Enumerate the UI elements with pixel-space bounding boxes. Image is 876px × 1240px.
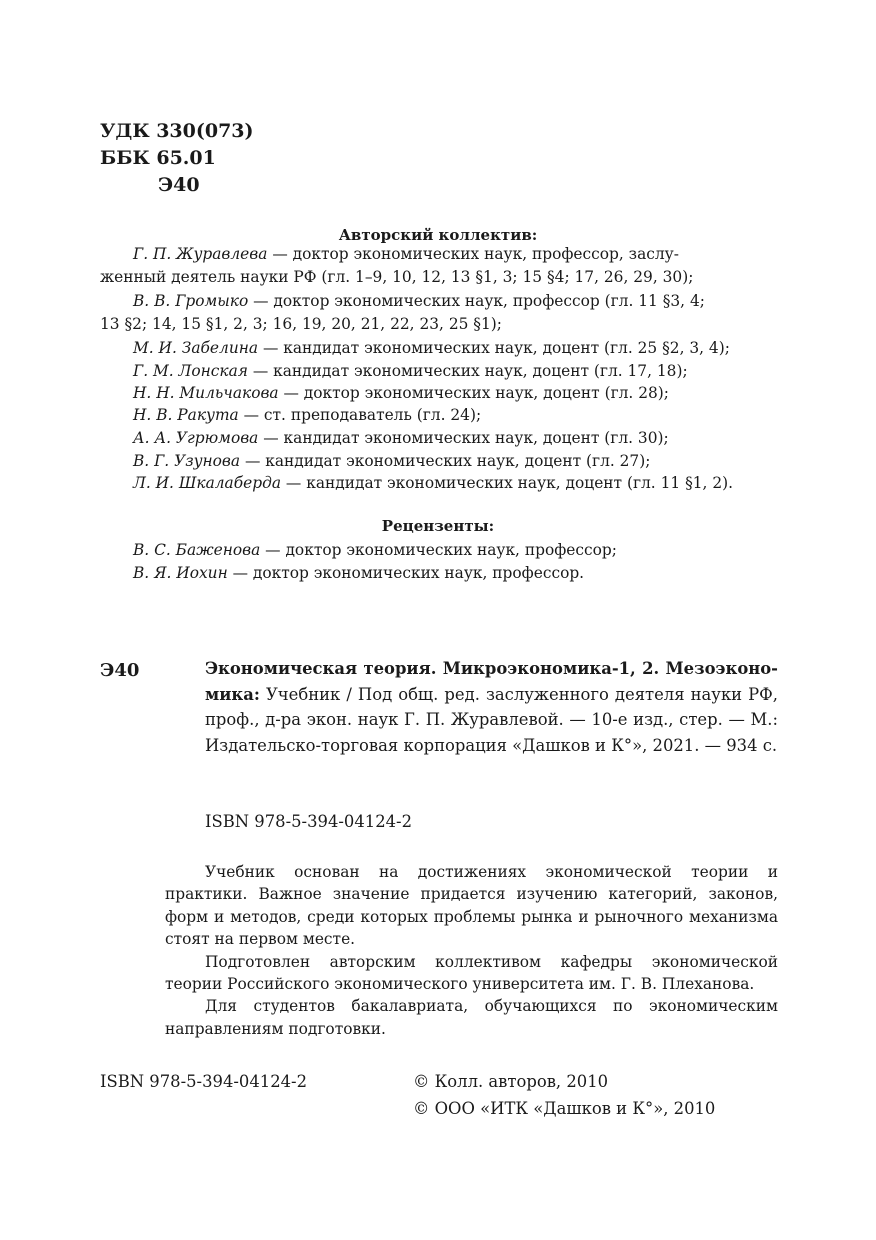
author-name: А. А. Угрюмова [133,429,259,447]
author-text: женный деятель науки РФ (гл. 1–9, 10, 12, 13 §1, 3; 15 §4; 17, 26, 29, 30); [100,268,694,286]
author-line [133,450,650,472]
copyright-authors: © Колл. авторов, 2010 [413,1072,609,1091]
author-cipher: Э40 [158,174,200,196]
reviewers-heading: Рецензенты: [381,517,495,535]
reviewer-name: В. С. Баженова [133,541,261,559]
author-line [133,404,481,426]
annotation-paragraph: Подготовлен авторским коллективом кафедры экономической теории Российского экономического университета им. Г. В. Плеханова. [165,952,778,994]
author-name: Г. М. Лонская [133,362,248,380]
entry-cipher: Э40 [100,660,140,681]
copyright-publisher: © ООО «ИТК «Дашков и К°», 2010 [413,1099,716,1118]
author-text: — доктор экономических наук, профессор (гл. 11 §3, 4; [248,292,705,310]
author-name: Г. П. Журавлева [133,245,268,263]
author-line [133,472,733,494]
author-name: В. В. Громыко [133,292,249,310]
bbk-code: ББК 65.01 [100,147,216,169]
reviewer-name: В. Я. Иохин [133,564,228,582]
author-text: — доктор экономических наук, профессор, заслу- [267,245,679,263]
author-line [133,427,669,449]
bibliographic-entry [205,656,778,758]
book-title: Экономическая теория. Микроэкономика-1, 2. Мезоэконо-мика: [205,659,778,704]
author-name: М. И. Забелина [133,339,259,357]
author-line [100,266,693,288]
book-description: Учебник / Под общ. ред. заслуженного деятеля науки РФ, проф., д-ра экон. наук Г. П. Журавлевой. — 10-е изд., стер. — М.: Издательско-торговая корпорация «Дашков и К°», 2021. — 934 с. [205,684,778,755]
author-line [133,290,705,312]
authors-heading: Авторский коллектив: [338,226,538,244]
reviewer-line [133,539,617,561]
author-name: Н. Н. Мильчакова [133,384,279,402]
author-text: — кандидат экономических наук, доцент (гл. 30); [258,429,669,447]
author-line [133,243,679,265]
author-name: В. Г. Узунова [133,452,241,470]
author-text: — доктор экономических наук, доцент (гл. 28); [278,384,669,402]
entry-isbn: ISBN 978-5-394-04124-2 [205,812,413,831]
author-line [133,382,669,404]
annotation-paragraph: Учебник основан на достижениях экономической теории и практики. Важное значение придается изучению категорий, законов, форм и методов, среди которых проблемы рынка и рыночного механизма стоят на первом месте. [165,863,778,949]
footer-isbn: ISBN 978-5-394-04124-2 [100,1072,308,1091]
author-line [133,360,688,382]
author-name: Н. В. Ракута [133,406,239,424]
reviewer-text: — доктор экономических наук, профессор; [260,541,617,559]
author-line [133,337,730,359]
udk-code: УДК 330(073) [100,120,254,142]
author-text: — кандидат экономических наук, доцент (гл. 25 §2, 3, 4); [258,339,730,357]
author-name: Л. И. Шкалаберда [133,474,282,492]
author-text: — кандидат экономических наук, доцент (гл. 11 §1, 2). [281,474,734,492]
annotation-paragraph: Для студентов бакалавриата, обучающихся по экономическим направлениям подготовки. [165,997,778,1038]
classification-codes [100,118,254,199]
author-text: 13 §2; 14, 15 §1, 2, 3; 16, 19, 20, 21, 22, 23, 25 §1); [100,315,502,333]
reviewer-line [133,562,584,584]
author-text: — ст. преподаватель (гл. 24); [238,406,482,424]
reviewer-text: — доктор экономических наук, профессор. [227,564,585,582]
author-line [100,313,502,335]
author-text: — кандидат экономических наук, доцент (гл. 17, 18); [247,362,688,380]
annotation [165,861,778,1040]
author-text: — кандидат экономических наук, доцент (гл. 27); [240,452,651,470]
